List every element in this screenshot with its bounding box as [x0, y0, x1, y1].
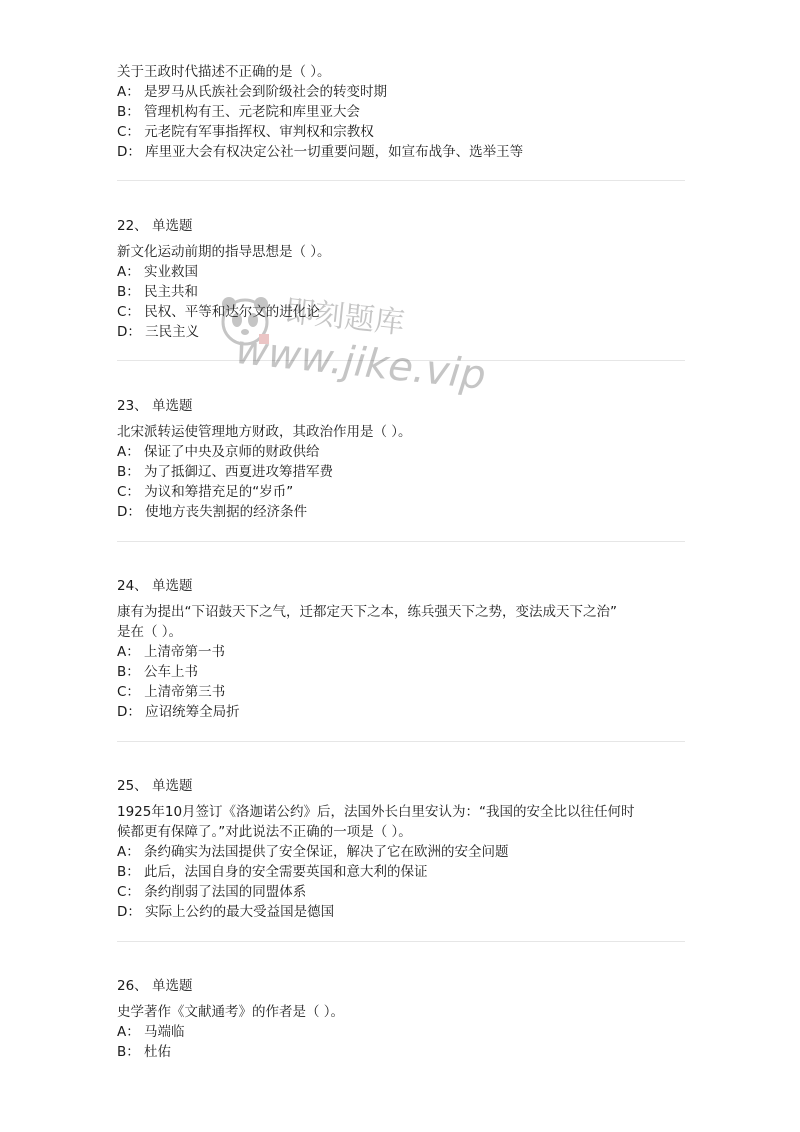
- question-25: [117, 776, 687, 922]
- option-a: A： 实业救国: [117, 264, 199, 280]
- option-d: D： 库里亚大会有权决定公社一切重要问题，如宣布战争、选举王等: [117, 144, 524, 160]
- option-a: A： 保证了中央及京师的财政供给: [117, 444, 320, 460]
- question-21: [117, 62, 687, 162]
- question-stem: 史学著作《文献通考》的作者是（ ）。: [117, 1004, 345, 1020]
- question-23: [117, 396, 687, 522]
- question-stem: 新文化运动前期的指导思想是（ ）。: [117, 244, 331, 260]
- question-stem-line-2: 候都更有保障了。”对此说法不正确的一项是（ ）。: [117, 824, 412, 840]
- question-type-label: 24、 单选题: [117, 578, 193, 594]
- option-b: B： 杜佑: [117, 1044, 172, 1060]
- option-a: A： 马端临: [117, 1024, 185, 1040]
- option-a: A： 条约确实为法国提供了安全保证，解决了它在欧洲的安全问题: [117, 844, 509, 860]
- option-b: B： 为了抵御辽、西夏进攻筹措军费: [117, 464, 334, 480]
- option-c: C： 条约削弱了法国的同盟体系: [117, 884, 307, 900]
- divider: [117, 180, 685, 181]
- option-b: B： 此后，法国自身的安全需要英国和意大利的保证: [117, 864, 428, 880]
- divider: [117, 360, 685, 361]
- question-stem-line-2: 是在（ ）。: [117, 624, 183, 640]
- watermark-brand: 即刻题库: [283, 293, 407, 342]
- option-d: D： 使地方丧失割据的经济条件: [117, 504, 308, 520]
- divider: [117, 741, 685, 742]
- option-b: B： 公车上书: [117, 664, 199, 680]
- option-b: B： 管理机构有王、元老院和库里亚大会: [117, 104, 361, 120]
- option-a: A： 是罗马从氏族社会到阶级社会的转变时期: [117, 84, 388, 100]
- question-stem-line-1: 1925年10月签订《洛迦诺公约》后，法国外长白里安认为：“我国的安全比以往任何时: [117, 804, 635, 820]
- question-type-label: 26、 单选题: [117, 978, 193, 994]
- divider: [117, 941, 685, 942]
- option-d: D： 三民主义: [117, 324, 200, 340]
- option-b: B： 民主共和: [117, 284, 199, 300]
- option-c: C： 为议和筹措充足的“岁币”: [117, 484, 294, 500]
- option-a: A： 上清帝第一书: [117, 644, 226, 660]
- watermark-url: www.jike.vip: [233, 326, 488, 400]
- question-26: [117, 976, 687, 1062]
- option-d: D： 应诏统筹全局折: [117, 704, 240, 720]
- question-stem: 关于王政时代描述不正确的是（ ）。: [117, 64, 331, 80]
- question-stem-line-1: 康有为提出“下诏鼓天下之气，迁都定天下之本，练兵强天下之势，变法成天下之治”: [117, 604, 617, 620]
- question-type-label: 23、 单选题: [117, 398, 193, 414]
- question-type-label: 25、 单选题: [117, 778, 193, 794]
- question-22: [117, 216, 687, 342]
- question-type-label: 22、 单选题: [117, 218, 193, 234]
- option-c: C： 上清帝第三书: [117, 684, 226, 700]
- question-24: [117, 576, 687, 722]
- option-d: D： 实际上公约的最大受益国是德国: [117, 904, 335, 920]
- question-stem: 北宋派转运使管理地方财政，其政治作用是（ ）。: [117, 424, 412, 440]
- option-c: C： 民权、平等和达尔文的进化论: [117, 304, 320, 320]
- divider: [117, 541, 685, 542]
- option-c: C： 元老院有军事指挥权、审判权和宗教权: [117, 124, 374, 140]
